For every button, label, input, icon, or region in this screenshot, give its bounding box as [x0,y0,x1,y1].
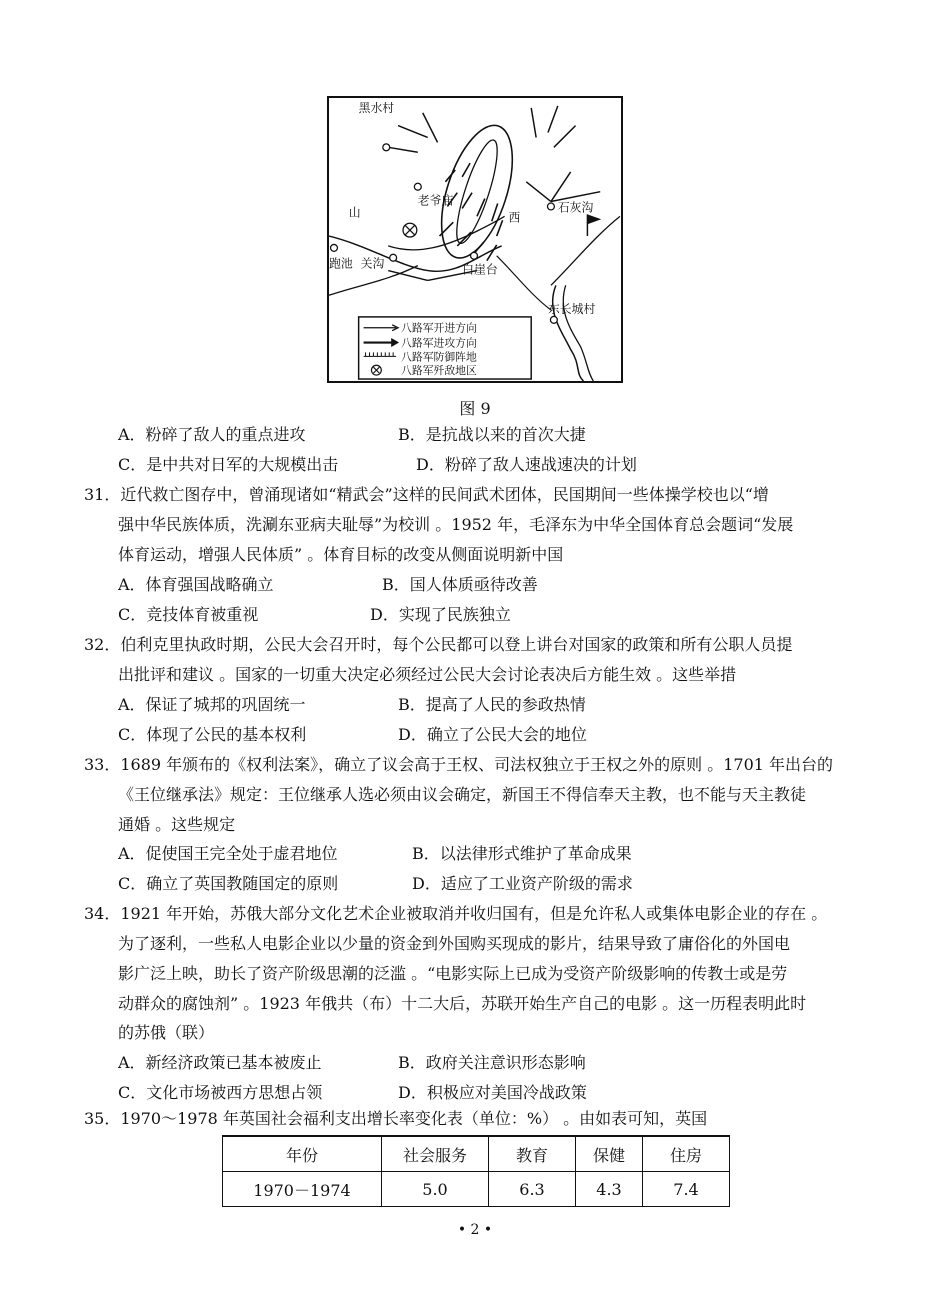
table-cell-education: 6.3 [489,1172,576,1207]
legend-item-annihilation: 八路军歼敌地区 [401,364,477,378]
map-label-laoye: 老爷庙 [417,193,454,208]
page-number: • 2 • [457,1222,493,1238]
battle-map-figure [327,96,623,383]
q34-option-d: D．积极应对美国冷战政策 [398,1083,587,1102]
map-label-paochi: 跑池 [329,256,353,271]
table-cell-health: 4.3 [576,1172,643,1207]
q34-line-2: 为了逐利，一些私人电影企业以少量的资金到外国购买现成的影片，结果导致了庸俗化的外国电 [118,934,791,953]
q30-option-b: B．是抗战以来的首次大捷 [398,425,586,444]
table-cell-year: 1970－1974 [223,1172,382,1207]
map-label-heishui: 黑水村 [358,100,395,115]
table-header-health: 保健 [576,1136,643,1172]
battle-map [329,98,621,381]
q33-option-c: C．确立了英国教随国定的原则 [118,874,339,893]
table-cell-social: 5.0 [382,1172,489,1207]
table-row [223,1172,730,1207]
table-header-row [223,1136,730,1172]
q32-line-1: 32．伯利克里执政时期，公民大会召开时，每个公民都可以登上讲台对国家的政策和所有公职人员提 [84,635,793,654]
q34-line-1: 34．1921 年开始，苏俄大部分文化艺术企业被取消并收归国有，但是允许私人或集体电影企业的存在 。 [84,904,828,923]
table-header-education: 教育 [489,1136,576,1172]
q34-option-a: A．新经济政策已基本被废止 [118,1053,322,1072]
q30-option-d: D．粉碎了敌人速战速决的计划 [416,455,637,474]
q33-option-d: D．适应了工业资产阶级的需求 [412,874,633,893]
q32-option-a: A．保证了城邦的巩固统一 [118,695,306,714]
map-label-shihui: 石灰沟 [557,200,594,215]
q31-line-3: 体育运动，增强人民体质” 。体育目标的改变从侧面说明新中国 [118,545,564,564]
q33-line-1: 33．1689 年颁布的《权利法案》，确立了议会高于王权、司法权独立于王权之外的原则 。1701 年出台的 [84,755,834,774]
welfare-growth-table [222,1135,730,1207]
figure-caption: 图 9 [459,399,491,418]
q31-option-d: D．实现了民族独立 [370,605,511,624]
q31-line-1: 31．近代救亡图存中，曾涌现诸如“精武会”这样的民间武术团体，民国期间一些体操学校也以“增 [84,485,769,504]
welfare-table-wrap [222,1135,730,1207]
q31-option-b: B．国人体质亟待改善 [382,575,538,594]
table-header-social: 社会服务 [382,1136,489,1172]
map-label-shan: 山 [348,205,361,220]
q33-option-a: A．促使国王完全处于虚君地位 [118,844,338,863]
q34-line-3: 影广泛上映，助长了资产阶级思潮的泛滥 。“电影实际上已成为受资产阶级影响的传教士或是劳 [118,964,788,983]
q31-option-c: C．竞技体育被重视 [118,605,259,624]
q34-line-5: 的苏俄（联） [118,1023,215,1042]
q35-stem: 35．1970～1978 年英国社会福利支出增长率变化表（单位：%） 。由如表可知，英国 [84,1109,708,1128]
q32-option-c: C．体现了公民的基本权利 [118,725,307,744]
map-label-dongchang: 东长城村 [547,301,596,316]
table-header-year: 年份 [223,1136,382,1172]
q33-option-b: B．以法律形式维护了革命成果 [412,844,632,863]
q32-option-d: D．确立了公民大会的地位 [398,725,587,744]
legend-item-advance: 八路军开进方向 [401,321,477,335]
q34-option-b: B．政府关注意识形态影响 [398,1053,586,1072]
map-label-xi: 西 [508,210,521,225]
q34-option-c: C．文化市场被西方思想占领 [118,1083,323,1102]
q32-option-b: B．提高了人民的参政热情 [398,695,586,714]
table-cell-housing: 7.4 [643,1172,730,1207]
q30-option-a: A．粉碎了敌人的重点进攻 [118,425,306,444]
table-header-housing: 住房 [643,1136,730,1172]
q33-line-3: 通婚 。这些规定 [118,815,236,834]
q33-line-2: 《王位继承法》规定：王位继承人选必须由议会确定，新国王不得信奉天主教，也不能与天主教徒 [118,785,807,804]
q32-line-2: 出批评和建议 。国家的一切重大决定必须经过公民大会讨论表决后方能生效 。这些举措 [118,665,737,684]
q34-line-4: 动群众的腐蚀剂” 。1923 年俄共（布）十二大后，苏联开始生产自己的电影 。这一历程表明此时 [118,994,807,1013]
map-label-baiya: 白崖台 [462,262,498,277]
q31-option-a: A．体育强国战略确立 [118,575,274,594]
q31-line-2: 强中华民族体质，洗涮东亚病夫耻辱”为校训 。1952 年，毛泽东为中华全国体育总会题词“发展 [118,515,794,534]
legend-item-defense: 八路军防御阵地 [401,350,477,364]
q30-option-c: C．是中共对日军的大规模出击 [118,455,339,474]
legend-item-attack: 八路军进攻方向 [401,336,477,350]
map-label-guan: 关沟 [360,256,385,271]
